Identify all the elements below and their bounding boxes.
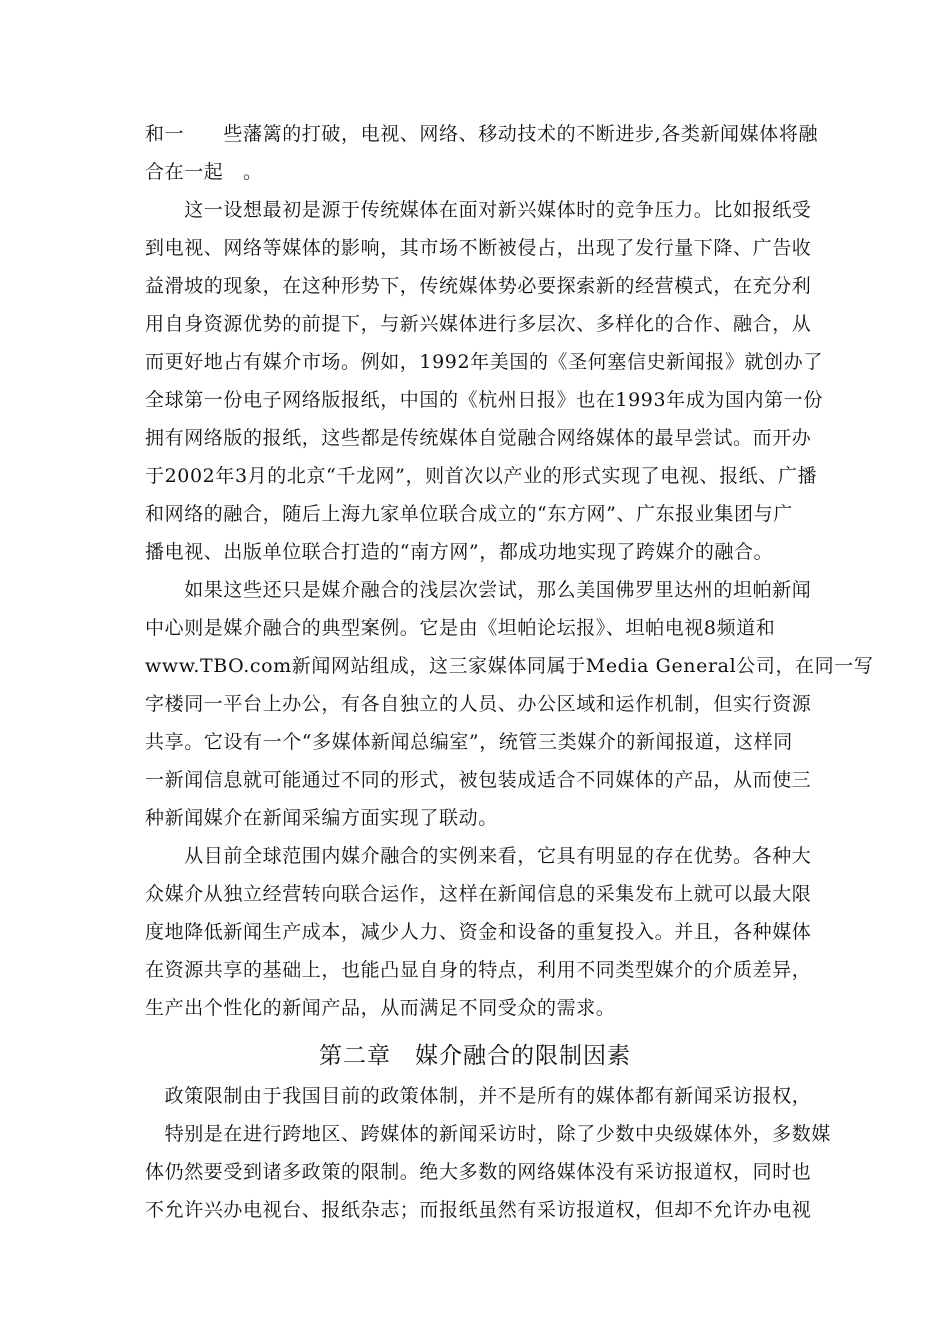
text-line: 到电视、网络等媒体的影响，其市场不断被侵占，出现了发行量下降、广告收 [145,237,812,259]
text-line: 从目前全球范围内媒介融合的实例来看，它具有明显的存在优势。各种大 [145,845,812,867]
chapter-heading: 第二章 媒介融合的限制因素 [319,1043,631,1069]
text-line: 于2002年3月的北京“千龙网”，则首次以产业的形式实现了电视、报纸、广播 [145,465,818,487]
text-line: 这一设想最初是源于传统媒体在面对新兴媒体时的竞争压力。比如报纸受 [145,199,812,221]
text-line: 不允许兴办电视台、报纸杂志；而报纸虽然有采访报道权，但却不允许办电视 [145,1199,812,1221]
text-line: 种新闻媒介在新闻采编方面实现了联动。 [145,807,498,829]
text-line: 度地降低新闻生产成本，减少人力、资金和设备的重复投入。并且，各种媒体 [145,921,812,943]
text-line: www.TBO.com新闻网站组成，这三家媒体同属于Media General公司，在同一写 [145,655,874,677]
text-line: 和一 些藩篱的打破，电视、网络、移动技术的不断进步,各类新闻媒体将融 [145,123,819,145]
text-line: 拥有网络版的报纸，这些都是传统媒体自觉融合网络媒体的最早尝试。而开办 [145,427,812,449]
text-line: 如果这些还只是媒介融合的浅层次尝试，那么美国佛罗里达州的坦帕新闻 [145,579,812,601]
text-line: 体仍然要受到诸多政策的限制。绝大多数的网络媒体没有采访报道权，同时也 [145,1161,812,1183]
text-line: 特别是在进行跨地区、跨媒体的新闻采访时，除了少数中央级媒体外，多数媒 [145,1123,832,1145]
text-line: 而更好地占有媒介市场。例如，1992年美国的《圣何塞信史新闻报》就创办了 [145,351,823,373]
text-line: 用自身资源优势的前提下，与新兴媒体进行多层次、多样化的合作、融合，从 [145,313,812,335]
text-line: 生产出个性化的新闻产品，从而满足不同受众的需求。 [145,997,616,1019]
text-line: 共享。它设有一个“多媒体新闻总编室”，统管三类媒介的新闻报道，这样同 [145,731,793,753]
text-line: 众媒介从独立经营转向联合运作，这样在新闻信息的采集发布上就可以最大限 [145,883,812,905]
text-line: 中心则是媒介融合的典型案例。它是由《坦帕论坛报》、坦帕电视8频道和 [145,617,776,639]
text-line: 播电视、出版单位联合打造的“南方网”，都成功地实现了跨媒介的融合。 [145,541,774,563]
text-line: 全球第一份电子网络版报纸，中国的《杭州日报》也在1993年成为国内第一份 [145,389,823,411]
text-line: 政策限制由于我国目前的政策体制，并不是所有的媒体都有新闻采访报权， [145,1085,812,1107]
text-line: 一新闻信息就可能通过不同的形式，被包装成适合不同媒体的产品，从而使三 [145,769,812,791]
text-line: 在资源共享的基础上，也能凸显自身的特点，利用不同类型媒介的介质差异， [145,959,812,981]
text-line: 益滑坡的现象，在这种形势下，传统媒体势必要探索新的经营模式，在充分利 [145,275,812,297]
text-line: 合在一起 。 [145,161,263,183]
text-line: 和网络的融合，随后上海九家单位联合成立的“东方网”、广东报业集团与广 [145,503,793,525]
text-line: 字楼同一平台上办公，有各自独立的人员、办公区域和运作机制，但实行资源 [145,693,812,715]
